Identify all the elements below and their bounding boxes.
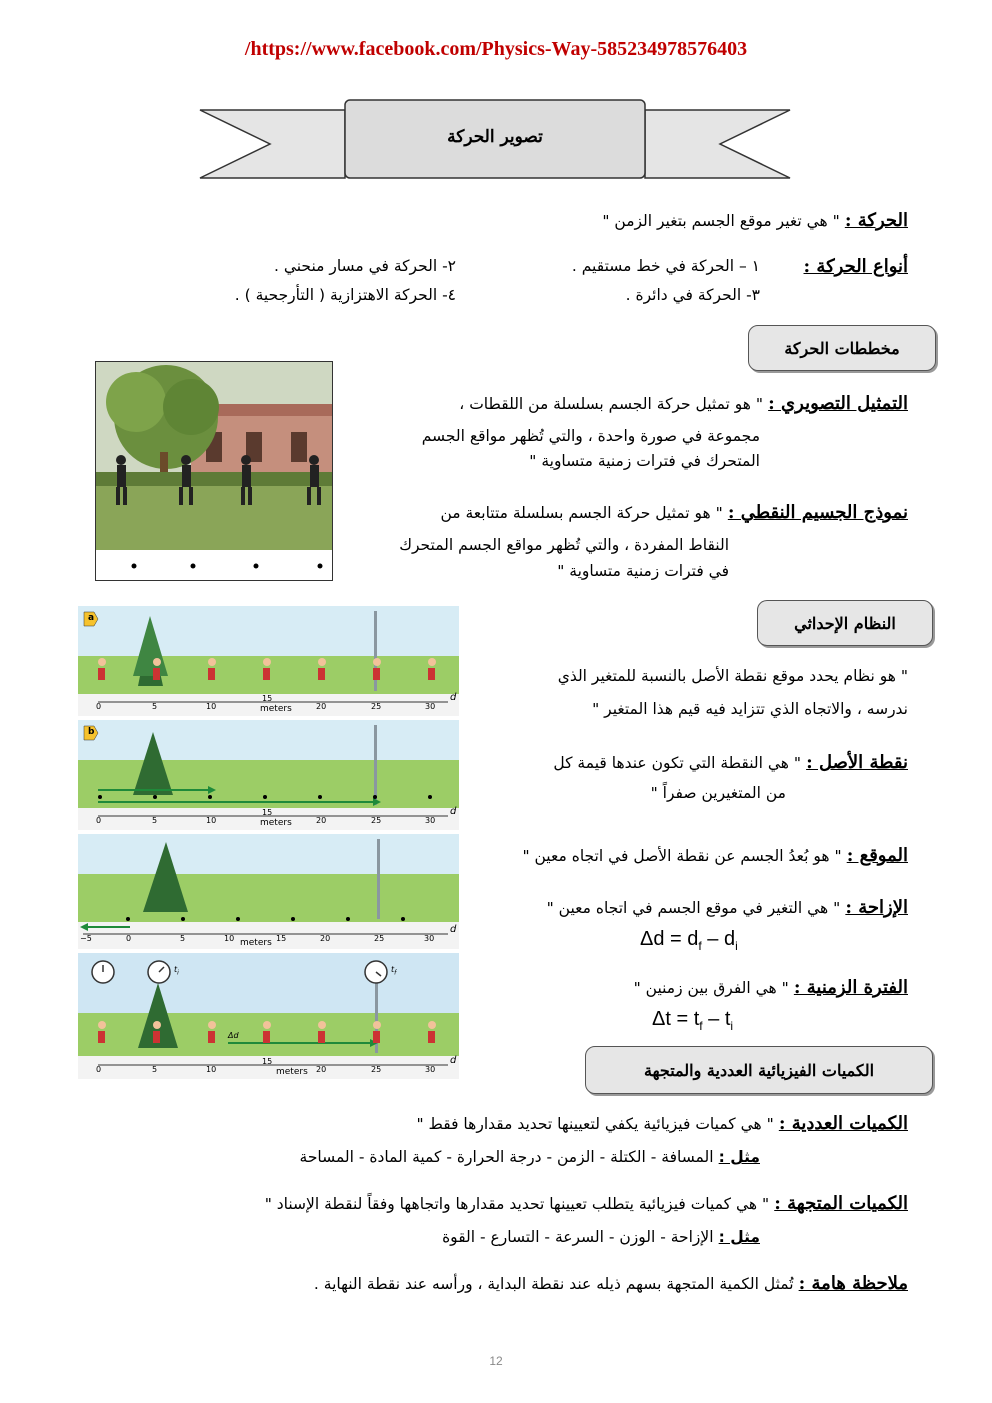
displacement-def: " هي التغير في موقع الجسم في اتجاه معين " — [546, 899, 841, 917]
tick-b-20: 20 — [316, 816, 327, 825]
tick-a-25: 25 — [371, 702, 382, 711]
tick-c-15: 15 — [276, 934, 287, 943]
vector-def: " هي كميات فيزيائية يتطلب تعيينها تحديد مقدارها واتجاهها وفقاً لنقطة الإسناد " — [264, 1195, 770, 1213]
section-coordinate-system: النظام الإحداثي — [757, 600, 933, 646]
scalar-ex-label: مثل : — [718, 1148, 760, 1166]
clock-tf-t: t — [391, 965, 395, 974]
clock-ti-label — [174, 965, 179, 977]
scalar-row — [416, 1113, 908, 1134]
tick-c-5: 5 — [180, 934, 186, 943]
displacement-formula — [640, 928, 738, 953]
figure-panel-c — [78, 834, 459, 949]
tick-d-30: 30 — [425, 1065, 436, 1074]
particle-line1-wrap — [440, 502, 908, 523]
clock-tf-label — [391, 965, 396, 977]
axis-unit-b: meters — [260, 818, 292, 828]
motion-type-1: ١ – الحركة في خط مستقيم . — [571, 257, 760, 275]
tick-c-0: 0 — [126, 934, 132, 943]
scalar-def: " هي كميات فيزيائية يكفي لتعيينها تحديد مقدارها فقط " — [416, 1115, 774, 1133]
tick-a-10: 10 — [206, 702, 217, 711]
axis-unit-a: meters — [260, 704, 292, 714]
displacement-row — [547, 897, 908, 918]
interval-formula-lhs: Δt = t — [652, 1008, 700, 1030]
runner-photo — [95, 361, 333, 581]
coord-def-line1: " هو نظام يحدد موقع نقطة الأصل بالنسبة للمتغير الذي — [557, 667, 908, 685]
clock-ti-t: t — [174, 965, 178, 974]
motion-type-4: ٤- الحركة الاهتزازية ( التأرجحية ) . — [234, 286, 456, 304]
particle-line2: النقاط المفردة ، والتي تُظهر مواقع الجسم المتحرك — [399, 536, 729, 554]
pictorial-line2: مجموعة في صورة واحدة ، والتي تُظهر مواقع الجسم — [421, 427, 760, 445]
interval-formula-mid: – t — [702, 1008, 731, 1030]
tick-c-10: 10 — [224, 934, 235, 943]
tick-b-25: 25 — [371, 816, 382, 825]
pictorial-line1-wrap — [459, 393, 908, 414]
clock-ti-sub: i — [177, 969, 179, 977]
term-motion: الحركة : — [844, 210, 908, 231]
term-note: ملاحظة هامة : — [798, 1273, 908, 1294]
scalar-examples-row — [300, 1147, 760, 1166]
tick-c-30: 30 — [424, 934, 435, 943]
section-motion-diagrams: مخططات الحركة — [748, 325, 936, 371]
vector-row — [265, 1193, 908, 1214]
displacement-formula-mid: – d — [701, 928, 736, 950]
figure-panel-d — [78, 953, 459, 1079]
displacement-formula-lhs: Δd = d — [640, 928, 699, 950]
figure-panel-a — [78, 606, 459, 716]
tick-a-15: 15 — [262, 694, 273, 703]
term-displacement: الإزاحة : — [845, 897, 908, 918]
vector-examples: الإزاحة - الوزن - السرعة - التسارع - القوة — [442, 1228, 714, 1246]
motion-type-3: ٣- الحركة في دائرة . — [625, 286, 760, 304]
origin-line2: من المتغيرين صفراً " — [650, 784, 786, 802]
header-url[interactable]: /https://www.facebook.com/Physics-Way-585234978576403 — [244, 38, 748, 60]
banner-title: تصوير الحركة — [447, 127, 543, 147]
tick-d-5: 5 — [152, 1065, 158, 1074]
position-row — [522, 845, 908, 866]
note-row — [314, 1273, 908, 1294]
motion-def: " هي تغير موقع الجسم بتغير الزمن " — [602, 212, 840, 230]
term-motion-types: أنواع الحركة : — [803, 256, 908, 277]
interval-def: " هي الفرق بين زمنين " — [633, 979, 789, 997]
tick-d-0: 0 — [96, 1065, 102, 1074]
particle-line3: في فترات زمنية متساوية " — [557, 562, 729, 580]
scalar-examples: المسافة - الكتلة - الزمن - درجة الحرارة - كمية المادة - المساحة — [299, 1148, 714, 1166]
tick-b-30: 30 — [425, 816, 436, 825]
motion-type-2: ٢- الحركة في مسار منحني . — [273, 257, 456, 275]
tick-d-25: 25 — [371, 1065, 382, 1074]
runner-photo-art — [96, 362, 332, 580]
tick-b-5: 5 — [152, 816, 158, 825]
term-time-interval: الفترة الزمنية : — [793, 977, 908, 998]
vector-examples-row — [442, 1227, 760, 1246]
tick-c-neg5: −5 — [80, 934, 92, 943]
term-position: الموقع : — [846, 845, 908, 866]
vector-ex-label: مثل : — [718, 1228, 760, 1246]
tick-a-30: 30 — [425, 702, 436, 711]
term-scalar: الكميات العددية : — [778, 1113, 908, 1134]
displacement-formula-sub-f: f — [698, 939, 702, 953]
clock-tf-sub: f — [394, 969, 397, 977]
term-origin: نقطة الأصل : — [806, 752, 908, 773]
tick-c-20: 20 — [320, 934, 331, 943]
pictorial-line3: المتحرك في فترات زمنية متساوية " — [529, 452, 760, 470]
note-def: تُمثل الكمية المتجهة بسهم ذيله عند نقطة البداية ، ورأسه عند نقطة النهاية . — [313, 1275, 794, 1293]
panel-a-label: a — [88, 613, 95, 623]
tick-a-0: 0 — [96, 702, 102, 711]
tick-d-10: 10 — [206, 1065, 217, 1074]
page-number: 12 — [489, 1354, 503, 1368]
axis-unit-c: meters — [240, 938, 272, 948]
displacement-formula-sub-i: i — [735, 939, 738, 953]
tick-b-15: 15 — [262, 808, 273, 817]
axis-var-c: d — [450, 924, 457, 935]
interval-formula-sub-i: i — [730, 1019, 734, 1033]
tick-d-15: 15 — [262, 1057, 273, 1066]
origin-line1-wrap — [553, 752, 908, 773]
term-vector: الكميات المتجهة : — [774, 1193, 908, 1214]
tick-a-5: 5 — [152, 702, 158, 711]
panel-b-label: b — [88, 727, 95, 737]
particle-line1: " هو تمثيل حركة الجسم بسلسلة متتابعة من — [440, 504, 723, 522]
tick-d-20: 20 — [316, 1065, 327, 1074]
tick-a-20: 20 — [316, 702, 327, 711]
pictorial-line1: " هو تمثيل حركة الجسم بسلسلة من اللقطات ، — [459, 395, 764, 413]
section-physical-quantities: الكميات الفيزيائية العددية والمتجهة — [585, 1046, 933, 1094]
tick-b-0: 0 — [96, 816, 102, 825]
axis-var-b: d — [450, 806, 457, 817]
interval-formula-sub-f: f — [699, 1019, 703, 1033]
tick-c-25: 25 — [374, 934, 385, 943]
delta-d-label: Δd — [228, 1031, 239, 1040]
motion-definition — [602, 210, 908, 231]
coord-def-line2: ندرسه ، والاتجاه الذي تتزايد فيه قيم هذا المتغير " — [592, 700, 908, 718]
origin-line1: " هي النقطة التي تكون عندها قيمة كل — [553, 754, 801, 772]
figure-panel-b — [78, 720, 459, 830]
position-def: " هو بُعدُ الجسم عن نقطة الأصل في اتجاه معين " — [522, 847, 842, 865]
term-particle-model: نموذج الجسيم النقطي : — [727, 502, 908, 523]
interval-formula — [652, 1008, 733, 1033]
term-pictorial: التمثيل التصويري : — [768, 393, 908, 414]
tick-b-10: 10 — [206, 816, 217, 825]
axis-var-d: d — [450, 1055, 457, 1066]
interval-row — [634, 977, 908, 998]
axis-unit-d: meters — [276, 1067, 308, 1077]
axis-var-a: d — [450, 692, 457, 703]
